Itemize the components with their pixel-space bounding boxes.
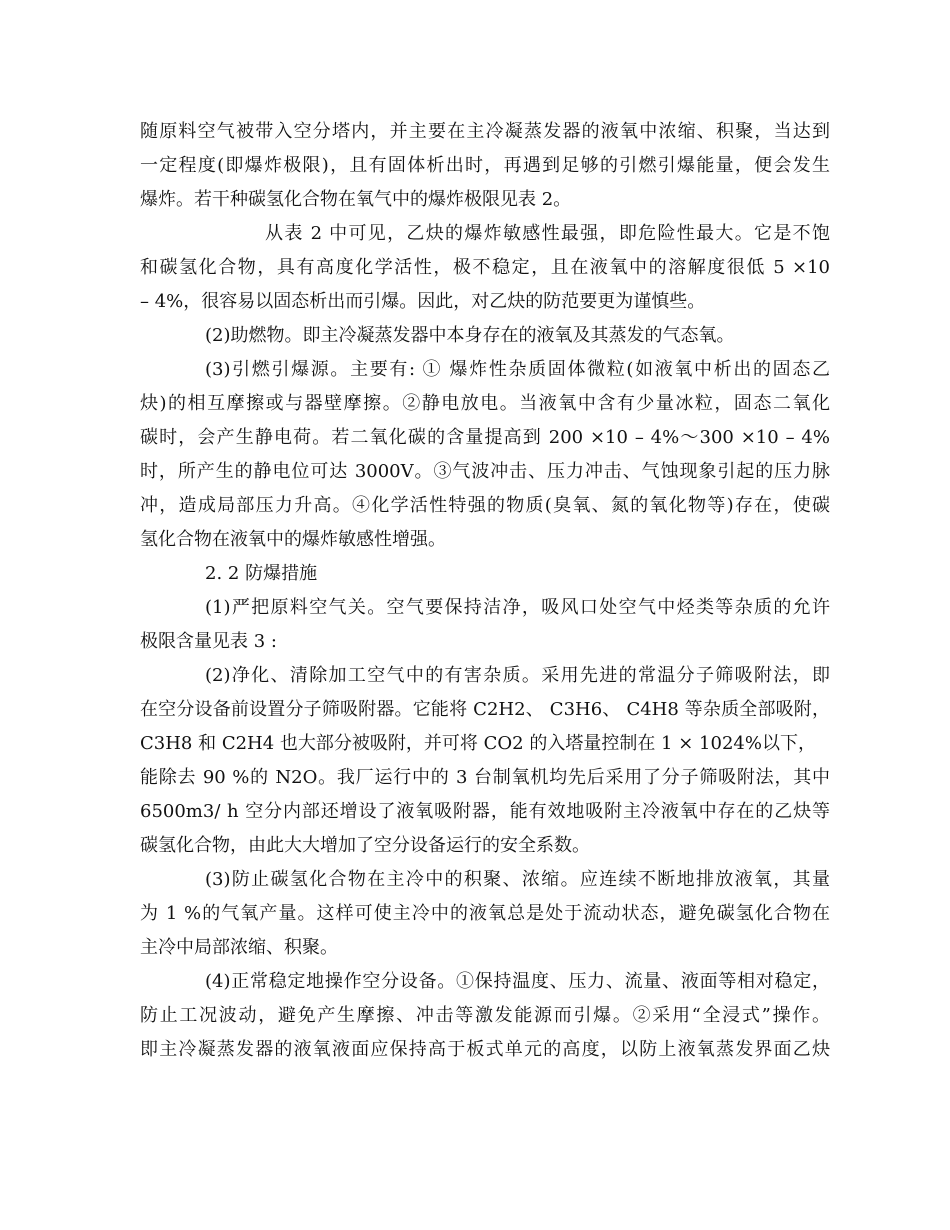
text-line: (3)防止碳氢化合物在主冷中的积聚、浓缩。应连续不断地排放液氧，其量	[205, 869, 830, 890]
text-line: (3)引燃引爆源。主要有: ① 爆炸性杂质固体微粒(如液氧中析出的固态乙	[205, 359, 830, 380]
text-line: 为 1 %的气氧产量。这样可使主冷中的液氧总是处于流动状态，避免碳氢化合物在	[140, 903, 830, 924]
text-line: (2)净化、清除加工空气中的有害杂质。采用先进的常温分子筛吸附法，即	[205, 665, 830, 686]
text-line: 随原料空气被带入空分塔内，并主要在主冷凝蒸发器的液氧中浓缩、积聚，当达到	[140, 121, 830, 142]
text-line: 碳氢化合物，由此大大增加了空分设备运行的安全系数。	[140, 835, 590, 856]
text-line: 2. 2 防爆措施	[205, 563, 318, 584]
text-line: C3H8 和 C2H4 也大部分被吸附，并可将 CO2 的入塔量控制在 1 × 1024%以下，	[140, 733, 816, 754]
text-line: 能除去 90 %的 N2O。我厂运行中的 3 台制氧机均先后采用了分子筛吸附法，其中	[140, 767, 830, 788]
text-line: (2)助燃物。即主冷凝蒸发器中本身存在的液氧及其蒸发的气态氧。	[205, 325, 735, 346]
text-line: 从表 2 中可见，乙炔的爆炸敏感性最强，即危险性最大。它是不饱	[265, 223, 830, 244]
text-line: 和碳氢化合物，具有高度化学活性，极不稳定，且在液氧中的溶解度很低 5 ×10	[140, 257, 830, 278]
text-line: 冲，造成局部压力升高。④化学活性特强的物质(臭氧、氮的氧化物等)存在，使碳	[140, 495, 830, 516]
text-line: 防止工况波动，避免产生摩擦、冲击等激发能源而引爆。②采用“全浸式”操作。	[140, 1005, 830, 1026]
text-line: 爆炸。若干种碳氢化合物在氧气中的爆炸极限见表 2。	[140, 189, 572, 210]
text-line: 一定程度(即爆炸极限)，且有固体析出时，再遇到足够的引燃引爆能量，便会发生	[140, 155, 830, 176]
text-line: 时，所产生的静电位可达 3000V。③气波冲击、压力冲击、气蚀现象引起的压力脉	[140, 461, 830, 482]
text-line: (1)严把原料空气关。空气要保持洁净，吸风口处空气中烃类等杂质的允许	[205, 597, 830, 618]
text-line: 即主冷凝蒸发器的液氧液面应保持高于板式单元的高度，以防上液氧蒸发界面乙炔	[140, 1039, 830, 1060]
text-line: 极限含量见表 3 :	[140, 631, 277, 652]
body-text	[140, 115, 830, 1067]
text-line: 炔)的相互摩擦或与器壁摩擦。②静电放电。当液氧中含有少量冰粒，固态二氧化	[140, 393, 830, 414]
text-line: 在空分设备前设置分子筛吸附器。它能将 C2H2、 C3H6、 C4H8 等杂质全部吸附，	[140, 699, 830, 720]
text-line: – 4%，很容易以固态析出而引爆。因此，对乙炔的防范要更为谨慎些。	[140, 291, 706, 312]
text-line: (4)正常稳定地操作空分设备。①保持温度、压力、流量、液面等相对稳定，	[205, 971, 830, 992]
text-line: 氢化合物在液氧中的爆炸敏感性增强。	[140, 529, 446, 550]
text-line: 6500m3/ h 空分内部还增设了液氧吸附器，能有效地吸附主冷液氧中存在的乙炔等	[140, 801, 830, 822]
text-line: 碳时，会产生静电荷。若二氧化碳的含量提高到 200 ×10 – 4%～300 ×10 – 4%	[140, 427, 830, 448]
text-line: 主冷中局部浓缩、积聚。	[140, 937, 338, 958]
